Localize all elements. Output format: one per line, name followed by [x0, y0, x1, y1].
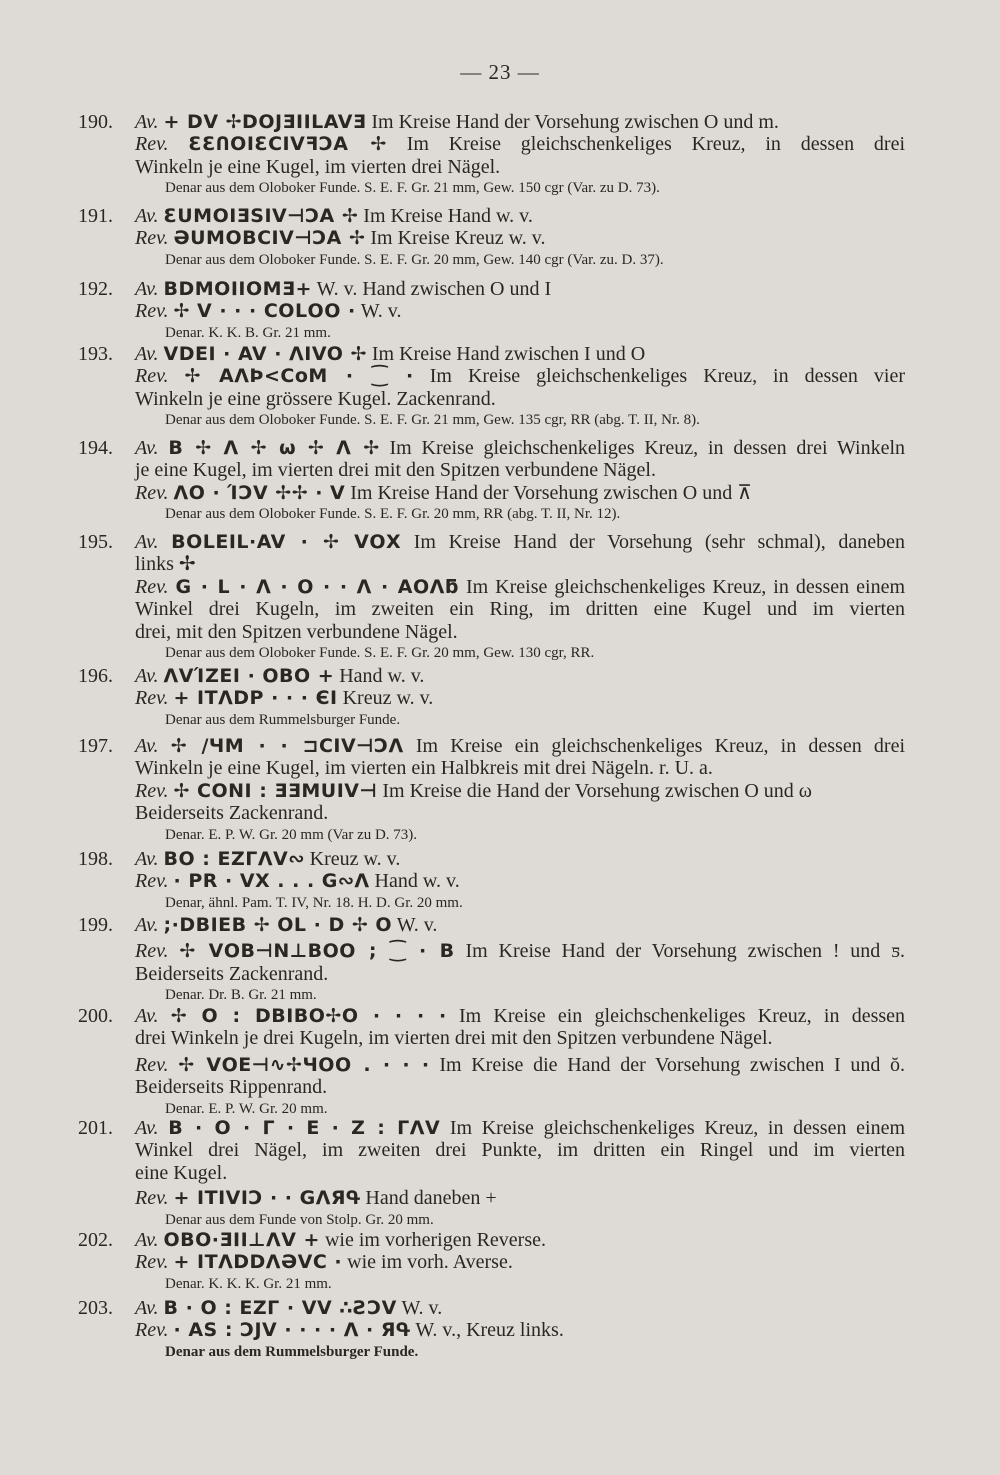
reverse-legend: ƏUMOBCIV⊣ƆA ✢ — [173, 227, 366, 250]
obverse-label: Av. — [135, 1005, 159, 1027]
obverse-legend: BDMOΙIOMƎ+ — [163, 278, 312, 300]
reverse-description: Hand w. v. — [374, 870, 460, 893]
provenance-note: Denar. E. P. W. Gr. 20 mm. — [165, 1100, 328, 1117]
reverse-description: Im Kreise gleichschenkeliges Kreuz, in dessen drei — [406, 133, 906, 156]
obverse-label: Av. — [135, 914, 159, 936]
reverse-label: Rev. — [135, 481, 169, 504]
obverse-description: Hand w. v. — [339, 665, 425, 687]
reverse-label: Rev. — [135, 227, 169, 250]
catalog-entry-196 — [0, 665, 1000, 730]
obverse-line — [78, 735, 906, 757]
obverse-line — [78, 1117, 906, 1139]
catalog-entry-190 — [0, 111, 1000, 198]
provenance-note: Denar aus dem Oloboker Funde. S. E. F. Gr. 20 mm, Gew. 140 cgr (Var. zu. D. 37). — [165, 251, 664, 268]
obverse-label: Av. — [135, 665, 159, 687]
obverse-continuation: links ✢ — [135, 553, 196, 576]
description-continuation: Winkel drei Kugeln, im zweiten ein Ring, im dritten eine Kugel und im vierten — [135, 598, 905, 621]
obverse-legend: ƐUMOIƎSIV⊣ƆA ✢ — [163, 205, 359, 227]
obverse-legend: B · O · Γ · E · Z : ΓΛV — [168, 1117, 441, 1139]
obverse-line — [78, 665, 905, 687]
obverse-legend: ✢ O : DBΙBO✢O · · · · — [170, 1005, 447, 1027]
page-number: — 23 — — [460, 60, 540, 84]
obverse-description: W. v. — [401, 1297, 443, 1319]
description-continuation: Winkeln je eine Kugel, im vierten drei Nägel. — [135, 155, 501, 178]
provenance-note: Denar, ähnl. Pam. T. IV, Nr. 18. H. D. Gr. 20 mm. — [165, 894, 463, 911]
obverse-line — [78, 1297, 905, 1319]
obverse-description: Im Kreise gleichschenkeliges Kreuz, in dessen einem — [449, 1117, 906, 1139]
entry-number: 200. — [78, 1005, 113, 1027]
provenance-note: Denar aus dem Funde von Stolp. Gr. 20 mm. — [165, 1211, 434, 1228]
entry-number: 194. — [78, 437, 113, 459]
obverse-description: Im Kreise gleichschenkeliges Kreuz, in dessen drei Winkeln — [389, 437, 906, 459]
catalog-entry-200 — [0, 1005, 1000, 1119]
reverse-legend: + ITIVIƆ · · GΛЯԳ — [173, 1187, 361, 1210]
reverse-description: Im Kreise gleichschenkeliges Kreuz, in dessen vier — [429, 365, 906, 388]
obverse-description: Kreuz w. v. — [309, 848, 401, 870]
description-continuation-2: Beiderseits Rippenrand. — [135, 1076, 328, 1099]
obverse-label: Av. — [135, 205, 159, 227]
entry-number: 201. — [78, 1117, 113, 1139]
reverse-label: Rev. — [135, 687, 169, 710]
reverse-legend: ✢ CONΙ : ƎƎMUIV⊣ — [173, 779, 378, 802]
catalog-entry-193 — [0, 343, 1000, 430]
reverse-description: Kreuz w. v. — [342, 687, 434, 710]
obverse-label: Av. — [135, 735, 159, 757]
reverse-description: Hand daneben + — [365, 1187, 497, 1210]
reverse-label: Rev. — [135, 779, 169, 802]
entry-number: 198. — [78, 848, 113, 870]
obverse-description: W. v. Hand zwischen O und I — [316, 278, 552, 300]
obverse-legend: ;·DBΙEB ✢ OⅬ · D ✢ O — [163, 914, 393, 936]
catalog-entry-202 — [0, 1229, 1000, 1294]
obverse-line — [78, 1229, 905, 1251]
obverse-label: Av. — [135, 111, 159, 133]
reverse-label: Rev. — [135, 365, 169, 388]
catalog-entry-197 — [0, 735, 1000, 845]
obverse-line — [78, 278, 905, 300]
reverse-line — [135, 482, 905, 504]
obverse-label: Av. — [135, 531, 159, 553]
reverse-legend: + ITΛDP · · · ЄI — [173, 687, 338, 710]
provenance-note: Denar. K. K. B. Gr. 21 mm. — [165, 324, 331, 341]
obverse-line — [78, 531, 905, 553]
reverse-line — [135, 365, 905, 387]
obverse-description: wie im vorherigen Reverse. — [324, 1229, 546, 1251]
obverse-legend: ✢ /ЧM · · ⊐CIV⊣ƆΛ — [170, 735, 404, 757]
obverse-line — [78, 111, 905, 133]
provenance-note: Denar aus dem Oloboker Funde. S. E. F. Gr. 21 mm, Gew. 135 cgr, RR (abg. T. II, Nr. 8). — [165, 412, 700, 429]
entry-number: 195. — [78, 531, 113, 553]
entry-number: 191. — [78, 205, 113, 227]
obverse-label: Av. — [135, 343, 159, 365]
reverse-line — [135, 576, 905, 598]
catalog-entry-192 — [0, 278, 1000, 343]
reverse-description: W. v. — [360, 300, 402, 323]
reverse-legend: ✢ V · · · COLΟΟ · — [173, 300, 356, 323]
obverse-description: Im Kreise ein gleichschenkeliges Kreuz, in dessen — [458, 1005, 906, 1027]
reverse-line — [135, 687, 905, 709]
reverse-line — [135, 1251, 905, 1273]
reverse-legend: ✢ VΟE⊣∿✢ЧΟΟ . · · · — [178, 1053, 430, 1076]
reverse-legend: + ITΛDDΛƏVC · — [173, 1251, 343, 1274]
description-continuation: je eine Kugel, im vierten drei mit den Spitzen verbundene Nägel. — [135, 459, 656, 482]
obverse-label: Av. — [135, 1297, 159, 1319]
obverse-legend: VDEΙ · AV · ΛIVO ✢ — [163, 343, 367, 365]
obverse-line — [78, 1005, 906, 1027]
entry-number: 199. — [78, 914, 113, 936]
reverse-legend: · PR · VX . . . G∾Λ — [173, 870, 370, 893]
reverse-line — [135, 133, 905, 155]
reverse-description: Im Kreise Hand der Vorsehung zwischen O und ⊼ — [350, 481, 752, 504]
obverse-label: Av. — [135, 1117, 159, 1139]
reverse-legend: G · L · Λ · Ο · · Λ · AΟΛƃ — [175, 575, 459, 598]
reverse-line — [135, 780, 905, 802]
obverse-description: Im Kreise ein gleichschenkeliges Kreuz, in dessen drei — [415, 735, 906, 757]
provenance-note: Denar aus dem Rummelsburger Funde. — [165, 711, 401, 728]
provenance-note: Denar aus dem Oloboker Funde. S. E. F. Gr. 20 mm, RR (abg. T. II, Nr. 12). — [165, 506, 621, 523]
reverse-line — [135, 300, 905, 322]
entry-number: 202. — [78, 1229, 113, 1251]
reverse-label: Rev. — [135, 300, 169, 323]
reverse-line — [135, 1054, 905, 1076]
reverse-line — [135, 1319, 905, 1341]
reverse-label: Rev. — [135, 870, 169, 893]
provenance-note: Denar aus dem Rummelsburger Funde. — [165, 1343, 419, 1360]
reverse-label: Rev. — [135, 940, 169, 963]
catalog-entry-199 — [0, 914, 1000, 1005]
provenance-note: Denar. K. K. K. Gr. 21 mm. — [165, 1275, 332, 1292]
reverse-label: Rev. — [135, 1251, 169, 1274]
description-continuation-3: eine Kugel. — [135, 1161, 228, 1184]
obverse-label: Av. — [135, 437, 159, 459]
reverse-label: Rev. — [135, 1053, 169, 1076]
catalog-entry-201 — [0, 1117, 1000, 1230]
obverse-label: Av. — [135, 848, 159, 870]
description-continuation-2: Beiderseits Zackenrand. — [135, 962, 329, 985]
entry-number: 192. — [78, 278, 113, 300]
reverse-legend: ✢ AΛÞ<CoM · ⁐ · — [184, 365, 414, 388]
obverse-line — [78, 848, 905, 870]
catalog-entry-198 — [0, 848, 1000, 913]
obverse-description: W. v. — [396, 914, 438, 936]
obverse-description: Im Kreise Hand der Vorsehung (sehr schmal), daneben — [413, 531, 905, 553]
reverse-line — [135, 1187, 905, 1209]
reverse-description: Im Kreise Kreuz w. v. — [370, 227, 546, 250]
obverse-description: Im Kreise Hand zwischen I und O — [371, 343, 646, 365]
obverse-label: Av. — [135, 278, 159, 300]
reverse-line — [135, 227, 905, 249]
reverse-label: Rev. — [135, 133, 169, 156]
provenance-note: Denar. E. P. W. Gr. 20 mm (Var zu D. 73). — [165, 826, 418, 843]
reverse-line — [135, 940, 905, 962]
reverse-legend: · AS : ƆJV · · · · Λ · ЯԳ — [173, 1319, 411, 1342]
provenance-note: Denar aus dem Oloboker Funde. S. E. F. Gr. 21 mm, Gew. 150 cgr (Var. zu D. 73). — [165, 180, 660, 197]
reverse-description: Im Kreise Hand der Vorsehung zwischen ǃ und ƽ. — [465, 940, 905, 963]
entry-number: 196. — [78, 665, 113, 687]
obverse-description: Im Kreise Hand der Vorsehung zwischen O und m. — [371, 111, 779, 133]
reverse-description: Im Kreise die Hand der Vorsehung zwischen O und ω — [382, 779, 812, 802]
entry-number: 203. — [78, 1297, 113, 1319]
description-continuation: drei Winkeln je drei Kugeln, im vierten drei mit den Spitzen verbundene Nägel. — [135, 1027, 773, 1050]
obverse-description: Im Kreise Hand w. v. — [363, 205, 533, 227]
description-continuation-2: Beiderseits Zackenrand. — [135, 802, 329, 825]
obverse-line — [78, 437, 906, 459]
description-continuation: Winkeln je eine grössere Kugel. Zackenrand. — [135, 387, 496, 410]
reverse-label: Rev. — [135, 1187, 169, 1210]
catalog-entry-195 — [0, 531, 1000, 663]
obverse-line — [78, 343, 905, 365]
reverse-description: Im Kreise gleichschenkeliges Kreuz, in dessen einem — [465, 575, 905, 598]
provenance-note: Denar aus dem Oloboker Funde. S. E. F. Gr. 20 mm, Gew. 130 cgr, RR. — [165, 645, 595, 662]
obverse-line — [78, 205, 905, 227]
obverse-legend: ΛVΊZEI · ΟBO + — [163, 665, 335, 687]
provenance-note: Denar. Dr. B. Gr. 21 mm. — [165, 987, 317, 1004]
obverse-legend: OBO·ƎΙΙ⊥ΛV + — [163, 1229, 320, 1251]
reverse-description: Im Kreise die Hand der Vorsehung zwischen I und ŏ. — [439, 1053, 906, 1076]
obverse-line — [78, 914, 905, 936]
reverse-description: W. v., Kreuz links. — [415, 1319, 564, 1342]
obverse-legend: + DV ✢DOJƎIΙLAVƎ — [163, 111, 367, 133]
obverse-legend: B ✢ Λ ✢ ⍵ ✢ Λ ✢ — [168, 437, 380, 459]
reverse-label: Rev. — [135, 1319, 169, 1342]
obverse-legend: BO : EZΓΛV∾ — [163, 848, 305, 870]
description-continuation: Winkel drei Nägel, im zweiten drei Punkte, im dritten ein Ringel und im vierten — [135, 1139, 905, 1162]
entry-number: 193. — [78, 343, 113, 365]
description-continuation: Winkeln je eine Kugel, im vierten ein Halbkreis mit drei Nägeln. r. U. a. — [135, 757, 713, 780]
entry-number: 197. — [78, 735, 113, 757]
reverse-legend: ƐƐՈOIƐCIVꟻƆA ✢ — [188, 133, 387, 156]
catalog-entry-203 — [0, 1297, 1000, 1362]
catalog-entry-191 — [0, 205, 1000, 270]
obverse-legend: B · O : EZΓ · VV ∴ƧƆV — [163, 1297, 397, 1319]
obverse-legend: BOLEΙL·AV · ✢ VΟX — [171, 531, 402, 553]
reverse-label: Rev. — [135, 575, 169, 598]
reverse-legend: ✢ VΟB⊣N⊥ΒΟΟ ; ⁐ · B — [179, 940, 455, 963]
entry-number: 190. — [78, 111, 113, 133]
reverse-legend: ΛO · ΊƆV ✢✢ · V — [173, 481, 346, 504]
reverse-description: wie im vorh. Averse. — [347, 1251, 513, 1274]
obverse-label: Av. — [135, 1229, 159, 1251]
description-continuation-2: drei, mit den Spitzen verbundene Nägel. — [135, 620, 458, 643]
reverse-line — [135, 870, 905, 892]
catalog-entry-194 — [0, 437, 1000, 524]
